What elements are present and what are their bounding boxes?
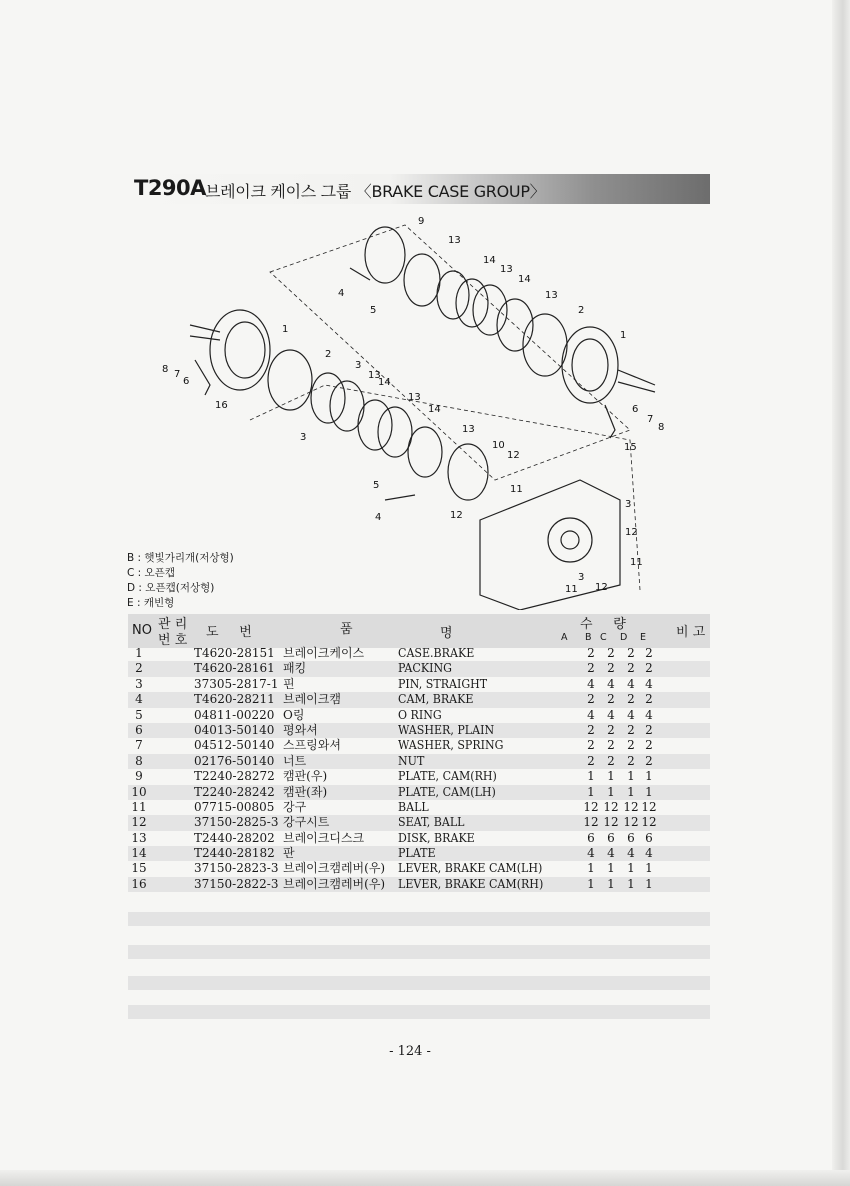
row-qty-c: 1 — [607, 861, 615, 876]
row-qty-d: 12 — [623, 815, 639, 830]
row-korean-name: 브레이크디스크 — [283, 830, 365, 845]
qty-col-c: C — [600, 632, 607, 643]
callout: 13 — [368, 370, 381, 381]
row-qty-c: 2 — [607, 646, 615, 660]
row-english-name: PLATE, CAM(LH) — [398, 784, 496, 799]
page-edge-shadow — [832, 0, 850, 1186]
row-english-name: DISK, BRAKE — [398, 830, 475, 845]
row-qty-b: 1 — [587, 876, 595, 891]
brake-disk — [311, 373, 345, 423]
row-english-name: LEVER, BRAKE CAM(LH) — [398, 861, 543, 876]
blank-row-band — [128, 912, 710, 926]
row-qty-c: 4 — [607, 707, 615, 722]
row-korean-name: 너트 — [283, 753, 307, 768]
callout: 5 — [373, 480, 380, 491]
legend — [127, 551, 234, 611]
row-korean-name: O링 — [283, 707, 305, 722]
lever-15 — [605, 405, 615, 438]
callout: 5 — [370, 305, 377, 316]
row-korean-name: 브레이크케이스 — [283, 646, 365, 660]
callout: 16 — [215, 400, 228, 411]
row-drawing-number: 02176-50140 — [194, 753, 275, 768]
row-korean-name: 핀 — [283, 676, 295, 691]
row-qty-e: 1 — [645, 769, 653, 784]
row-qty-d: 2 — [627, 692, 635, 707]
row-qty-e: 4 — [645, 846, 653, 861]
callout: 3 — [355, 360, 362, 371]
row-english-name: SEAT, BALL — [398, 815, 465, 830]
callout: 13 — [545, 290, 558, 301]
row-qty-e: 2 — [645, 738, 653, 753]
plate — [330, 381, 364, 431]
callout: 11 — [510, 484, 523, 495]
table-row — [128, 769, 710, 784]
row-no: 11 — [131, 799, 147, 814]
cam-plate-lh — [448, 444, 488, 500]
callout: 13 — [462, 424, 475, 435]
row-drawing-number: 04512-50140 — [194, 738, 275, 753]
row-korean-name: 평와셔 — [283, 722, 318, 737]
callout: 9 — [418, 216, 425, 227]
plate — [437, 271, 469, 319]
callout: 6 — [632, 404, 639, 415]
callout: 8 — [162, 364, 169, 375]
callout: 1 — [282, 324, 289, 335]
callout: 7 — [174, 369, 181, 380]
callout: 1 — [620, 330, 627, 341]
row-qty-e: 2 — [645, 646, 653, 660]
row-qty-e: 2 — [645, 692, 653, 707]
row-drawing-number: T4620-28211 — [194, 692, 275, 707]
brake-disk — [404, 254, 440, 306]
shaft-right — [618, 370, 655, 392]
brake-disk — [408, 427, 442, 477]
table-row — [128, 815, 710, 830]
row-qty-d: 4 — [627, 707, 635, 722]
row-qty-c: 4 — [607, 846, 615, 861]
row-qty-d: 2 — [627, 753, 635, 768]
header-mgmt-bottom: 번 호 — [158, 633, 188, 648]
row-qty-d: 2 — [627, 722, 635, 737]
row-qty-b: 2 — [587, 753, 595, 768]
table-row — [128, 831, 710, 846]
row-drawing-number: 37150-2822-3 — [194, 876, 279, 891]
row-qty-b: 2 — [587, 738, 595, 753]
legend-item: E : 캐빈형 — [127, 597, 175, 609]
title-text: 브레이크 케이스 그룹 〈BRAKE CASE GROUP〉 — [205, 182, 546, 201]
row-english-name: CAM, BRAKE — [398, 692, 474, 707]
row-no: 9 — [135, 769, 143, 784]
row-no: 4 — [135, 692, 143, 707]
row-qty-d: 1 — [627, 876, 635, 891]
table-row — [128, 738, 710, 753]
row-korean-name: 캠판(좌) — [283, 784, 328, 799]
callout: 7 — [647, 414, 654, 425]
row-drawing-number: T4620-28161 — [194, 661, 275, 676]
row-no: 6 — [135, 722, 143, 737]
row-no: 5 — [135, 707, 143, 722]
row-qty-e: 4 — [645, 676, 653, 691]
row-english-name: WASHER, PLAIN — [398, 722, 495, 737]
plate — [473, 285, 507, 335]
callout: 14 — [428, 404, 441, 415]
row-qty-b: 6 — [587, 830, 595, 845]
row-qty-e: 6 — [645, 830, 653, 845]
cam-plate-rh — [365, 227, 405, 283]
row-drawing-number: 04013-50140 — [194, 722, 275, 737]
row-qty-e: 2 — [645, 753, 653, 768]
callout: 4 — [338, 288, 345, 299]
row-no: 13 — [131, 830, 147, 845]
callout: 15 — [624, 442, 637, 453]
row-qty-c: 12 — [603, 815, 619, 830]
row-qty-b: 1 — [587, 861, 595, 876]
callout: 2 — [325, 349, 332, 360]
row-korean-name: 강구시트 — [283, 815, 330, 830]
row-english-name: NUT — [398, 753, 425, 768]
plate — [378, 407, 412, 457]
row-no: 14 — [131, 846, 147, 861]
row-qty-e: 12 — [641, 815, 657, 830]
legend-item: D : 오픈캡(저상형) — [127, 582, 215, 594]
qty-col-e: E — [640, 632, 647, 643]
row-korean-name: 브레이크캠 — [283, 692, 341, 707]
header-qty: 수 량 — [580, 617, 626, 632]
row-no: 3 — [135, 676, 143, 691]
callout: 14 — [518, 274, 531, 285]
table-row — [128, 646, 710, 661]
cam-4-upper — [350, 268, 370, 280]
row-drawing-number: T2440-28202 — [194, 830, 275, 845]
row-no: 10 — [131, 784, 147, 799]
table-row — [128, 785, 710, 800]
row-drawing-number: 37150-2825-3 — [194, 815, 279, 830]
row-qty-c: 2 — [607, 738, 615, 753]
callout: 8 — [658, 422, 665, 433]
row-qty-e: 12 — [641, 799, 657, 814]
row-english-name: O RING — [398, 707, 442, 722]
table-row — [128, 877, 710, 892]
row-no: 16 — [131, 876, 147, 891]
row-qty-b: 2 — [587, 661, 595, 676]
header-mgmt-top: 관 리 — [158, 617, 188, 632]
row-drawing-number: T2440-28182 — [194, 846, 275, 861]
callout: 3 — [625, 499, 632, 510]
row-qty-e: 1 — [645, 876, 653, 891]
header-no: NO — [132, 623, 152, 638]
table-row — [128, 661, 710, 676]
row-korean-name: 패킹 — [283, 661, 307, 676]
header-part: 품 — [340, 622, 353, 637]
row-korean-name: 브레이크캠레버(우) — [283, 861, 386, 876]
row-english-name: PLATE — [398, 846, 436, 861]
callout: 13 — [408, 392, 421, 403]
row-english-name: LEVER, BRAKE CAM(RH) — [398, 876, 544, 891]
row-qty-d: 2 — [627, 661, 635, 676]
row-qty-d: 2 — [627, 738, 635, 753]
callout: 13 — [500, 264, 513, 275]
row-qty-c: 2 — [607, 722, 615, 737]
table-row — [128, 708, 710, 723]
row-drawing-number: 04811-00220 — [194, 707, 275, 722]
table-row — [128, 754, 710, 769]
row-qty-d: 4 — [627, 676, 635, 691]
row-qty-b: 2 — [587, 646, 595, 660]
title-code: T290A — [134, 176, 206, 200]
row-qty-c: 12 — [603, 799, 619, 814]
row-qty-b: 4 — [587, 846, 595, 861]
row-drawing-number: T2240-28242 — [194, 784, 275, 799]
row-qty-e: 1 — [645, 784, 653, 799]
row-korean-name: 스프링와셔 — [283, 738, 341, 753]
header-remarks: 비 고 — [676, 625, 706, 640]
row-qty-e: 4 — [645, 707, 653, 722]
row-no: 12 — [131, 815, 147, 830]
callout: 3 — [578, 572, 585, 583]
qty-col-a: A — [561, 632, 568, 643]
row-english-name: PLATE, CAM(RH) — [398, 769, 497, 784]
row-qty-b: 12 — [583, 815, 599, 830]
row-qty-b: 4 — [587, 676, 595, 691]
blank-row-band — [128, 976, 710, 990]
row-no: 1 — [135, 646, 143, 660]
callout: 3 — [300, 432, 307, 443]
row-qty-c: 2 — [607, 661, 615, 676]
table-row — [128, 861, 710, 876]
callout: 10 — [492, 440, 505, 451]
row-qty-d: 12 — [623, 799, 639, 814]
callout: 4 — [375, 512, 382, 523]
qty-col-b: B — [585, 632, 592, 643]
table-row — [128, 677, 710, 692]
row-qty-c: 1 — [607, 769, 615, 784]
page-number: - 124 - — [389, 1044, 431, 1059]
parts-table-body — [128, 646, 710, 892]
row-qty-c: 1 — [607, 784, 615, 799]
row-qty-d: 1 — [627, 861, 635, 876]
row-drawing-number: 07715-00805 — [194, 799, 275, 814]
table-row — [128, 800, 710, 815]
callout: 12 — [625, 527, 638, 538]
row-drawing-number: T4620-28151 — [194, 646, 275, 660]
legend-item: B : 햇빛가리개(저상형) — [127, 552, 234, 564]
header-name: 명 — [440, 626, 453, 641]
callout: 14 — [483, 255, 496, 266]
row-no: 7 — [135, 738, 143, 753]
exploded-parts-diagram — [150, 210, 670, 610]
row-no: 8 — [135, 753, 143, 768]
table-row — [128, 692, 710, 707]
row-english-name: PIN, STRAIGHT — [398, 676, 488, 691]
blank-row-band — [128, 1005, 710, 1019]
row-no: 2 — [135, 661, 143, 676]
row-english-name: PACKING — [398, 661, 452, 676]
row-korean-name: 브레이크캠레버(우) — [283, 876, 386, 891]
callout: 2 — [578, 305, 585, 316]
row-qty-e: 1 — [645, 861, 653, 876]
callout: 13 — [448, 235, 461, 246]
lever-16 — [195, 360, 210, 395]
row-english-name: CASE.BRAKE — [398, 646, 475, 660]
qty-col-d: D — [620, 632, 628, 643]
packing — [523, 314, 567, 376]
row-qty-c: 2 — [607, 692, 615, 707]
table-row — [128, 846, 710, 861]
row-qty-e: 2 — [645, 661, 653, 676]
legend-item: C : 오픈캡 — [127, 567, 175, 579]
row-qty-b: 12 — [583, 799, 599, 814]
row-no: 15 — [131, 861, 147, 876]
table-header — [128, 614, 710, 648]
brake-case-left — [210, 310, 270, 390]
callout: 6 — [183, 376, 190, 387]
upper-dashed-outline — [270, 225, 630, 480]
row-qty-d: 1 — [627, 784, 635, 799]
row-qty-b: 4 — [587, 707, 595, 722]
row-korean-name: 캠판(우) — [283, 769, 328, 784]
row-qty-d: 4 — [627, 846, 635, 861]
callout: 12 — [507, 450, 520, 461]
callout: 11 — [630, 557, 643, 568]
row-qty-c: 6 — [607, 830, 615, 845]
row-korean-name: 강구 — [283, 799, 307, 814]
callout: 11 — [565, 584, 578, 595]
row-qty-b: 1 — [587, 784, 595, 799]
row-english-name: WASHER, SPRING — [398, 738, 504, 753]
callout: 14 — [378, 377, 391, 388]
row-korean-name: 판 — [283, 846, 295, 861]
cam-4-lower — [385, 495, 415, 500]
callout: 12 — [595, 582, 608, 593]
row-qty-b: 2 — [587, 722, 595, 737]
row-qty-d: 6 — [627, 830, 635, 845]
row-qty-b: 2 — [587, 692, 595, 707]
callout: 12 — [450, 510, 463, 521]
row-english-name: BALL — [398, 799, 429, 814]
row-qty-b: 1 — [587, 769, 595, 784]
row-drawing-number: 37305-2817-1 — [194, 676, 279, 691]
row-qty-e: 2 — [645, 722, 653, 737]
row-drawing-number: T2240-28272 — [194, 769, 275, 784]
row-qty-d: 1 — [627, 769, 635, 784]
header-drawing: 도 번 — [206, 625, 252, 640]
row-qty-c: 4 — [607, 676, 615, 691]
row-qty-c: 2 — [607, 753, 615, 768]
table-row — [128, 723, 710, 738]
row-qty-d: 2 — [627, 646, 635, 660]
row-qty-c: 1 — [607, 876, 615, 891]
blank-row-band — [128, 945, 710, 959]
brake-disk — [358, 400, 392, 450]
page-bottom-shadow — [0, 1170, 850, 1186]
row-drawing-number: 37150-2823-3 — [194, 861, 279, 876]
